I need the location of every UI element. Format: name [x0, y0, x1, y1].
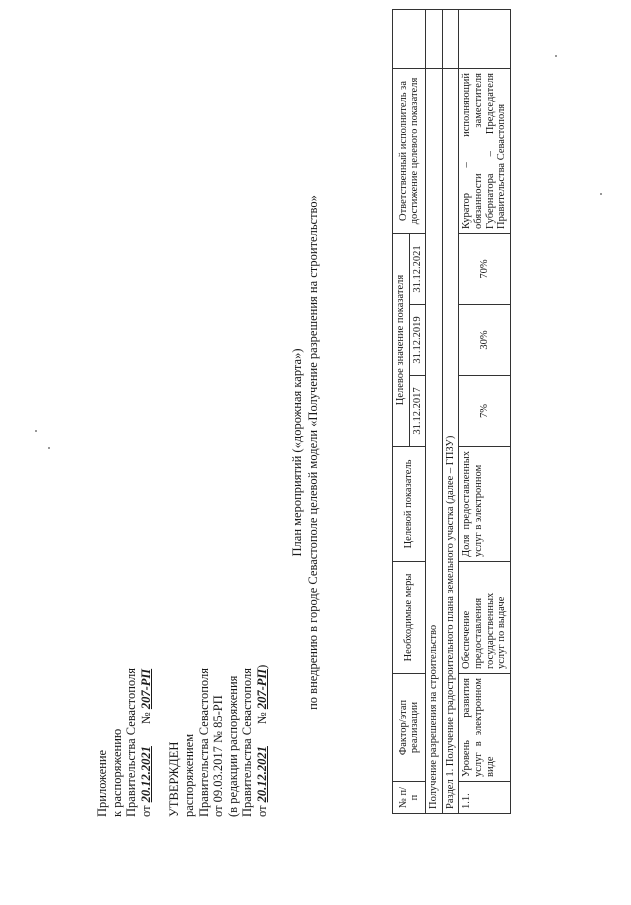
- header-date: 31.12.2019: [409, 305, 426, 376]
- scan-speck: [35, 430, 37, 432]
- row-value-2019: 30%: [459, 305, 510, 376]
- header-target: Целевое значение показателя: [393, 234, 410, 447]
- header-factor: Фактор/этап реализации: [393, 674, 426, 782]
- section-title: Раздел 1. Получение градостроительного плана земельного участка (далее – ГПЗУ): [442, 69, 459, 814]
- extra-column-cell: [393, 10, 426, 69]
- section-row: [426, 10, 443, 814]
- handwritten-date: 20.12.2021: [138, 746, 153, 803]
- row-measures: Обеспечение предоставления государственных услуг по выдаче: [459, 562, 510, 674]
- approval-line: распоряжением: [181, 733, 196, 817]
- row-factor: Уровень развития услуг в электронном виде: [459, 674, 510, 782]
- approval-line: Правительства Севастополя: [196, 668, 211, 817]
- approval-line: от 09.03.2017 № 85-РП: [211, 695, 226, 817]
- appendix-line: Приложение: [95, 749, 109, 817]
- header-indicator: Целевой показатель: [393, 447, 426, 562]
- row-value-2017: 7%: [459, 376, 510, 447]
- table-header-row: [393, 10, 410, 814]
- section-row: [442, 10, 459, 814]
- row-responsible: Куратор – исполняющий обязанности заместителя Губернатора – Председателя Правительства Севастополя: [459, 69, 510, 234]
- extra-column-cell: [426, 10, 443, 69]
- approval-line: (в редакции распоряжения: [225, 675, 240, 817]
- extra-column-cell: [459, 10, 510, 69]
- appendix-line: к распоряжению: [109, 728, 124, 817]
- row-indicator: Доля предоставленных услуг в электронном: [459, 447, 510, 562]
- extra-column-cell: [442, 10, 459, 69]
- document-subtitle: по внедрению в городе Севастополе целевой модели «Получение разрешения на строительство»: [306, 195, 320, 710]
- header-date: 31.12.2021: [409, 234, 426, 305]
- approval-line: УТВЕРЖДЕН: [167, 741, 182, 817]
- scan-speck: [600, 193, 602, 195]
- row-value-2021: 70%: [459, 234, 510, 305]
- table-row: [459, 10, 510, 814]
- section-title: Получение разрешения на строительство: [426, 69, 443, 814]
- header-responsible: Ответственный исполнитель за достижение целевого показателя: [393, 69, 426, 234]
- handwritten-number: 207-РП: [254, 668, 269, 710]
- scan-speck: [555, 55, 557, 57]
- header-date: 31.12.2017: [409, 376, 426, 447]
- handwritten-date: 20.12.2021: [254, 746, 269, 803]
- approval-line: Правительства Севастополя: [240, 668, 255, 817]
- header-measures: Необходимые меры: [393, 562, 426, 674]
- row-num: 1.1.: [459, 782, 510, 814]
- appendix-date-line: от 20.12.2021 № 207-РП: [138, 668, 153, 817]
- approval-date-line: от 20.12.2021 № 207-РП): [254, 664, 269, 817]
- roadmap-table: [392, 9, 511, 814]
- handwritten-number: 207-РП: [138, 668, 153, 710]
- appendix-block: [95, 487, 270, 817]
- appendix-line: Правительства Севастополя: [124, 668, 139, 817]
- document-title: План мероприятий («дорожная карта»): [290, 348, 304, 557]
- scan-speck: [48, 447, 50, 449]
- header-num: № п/п: [393, 782, 426, 814]
